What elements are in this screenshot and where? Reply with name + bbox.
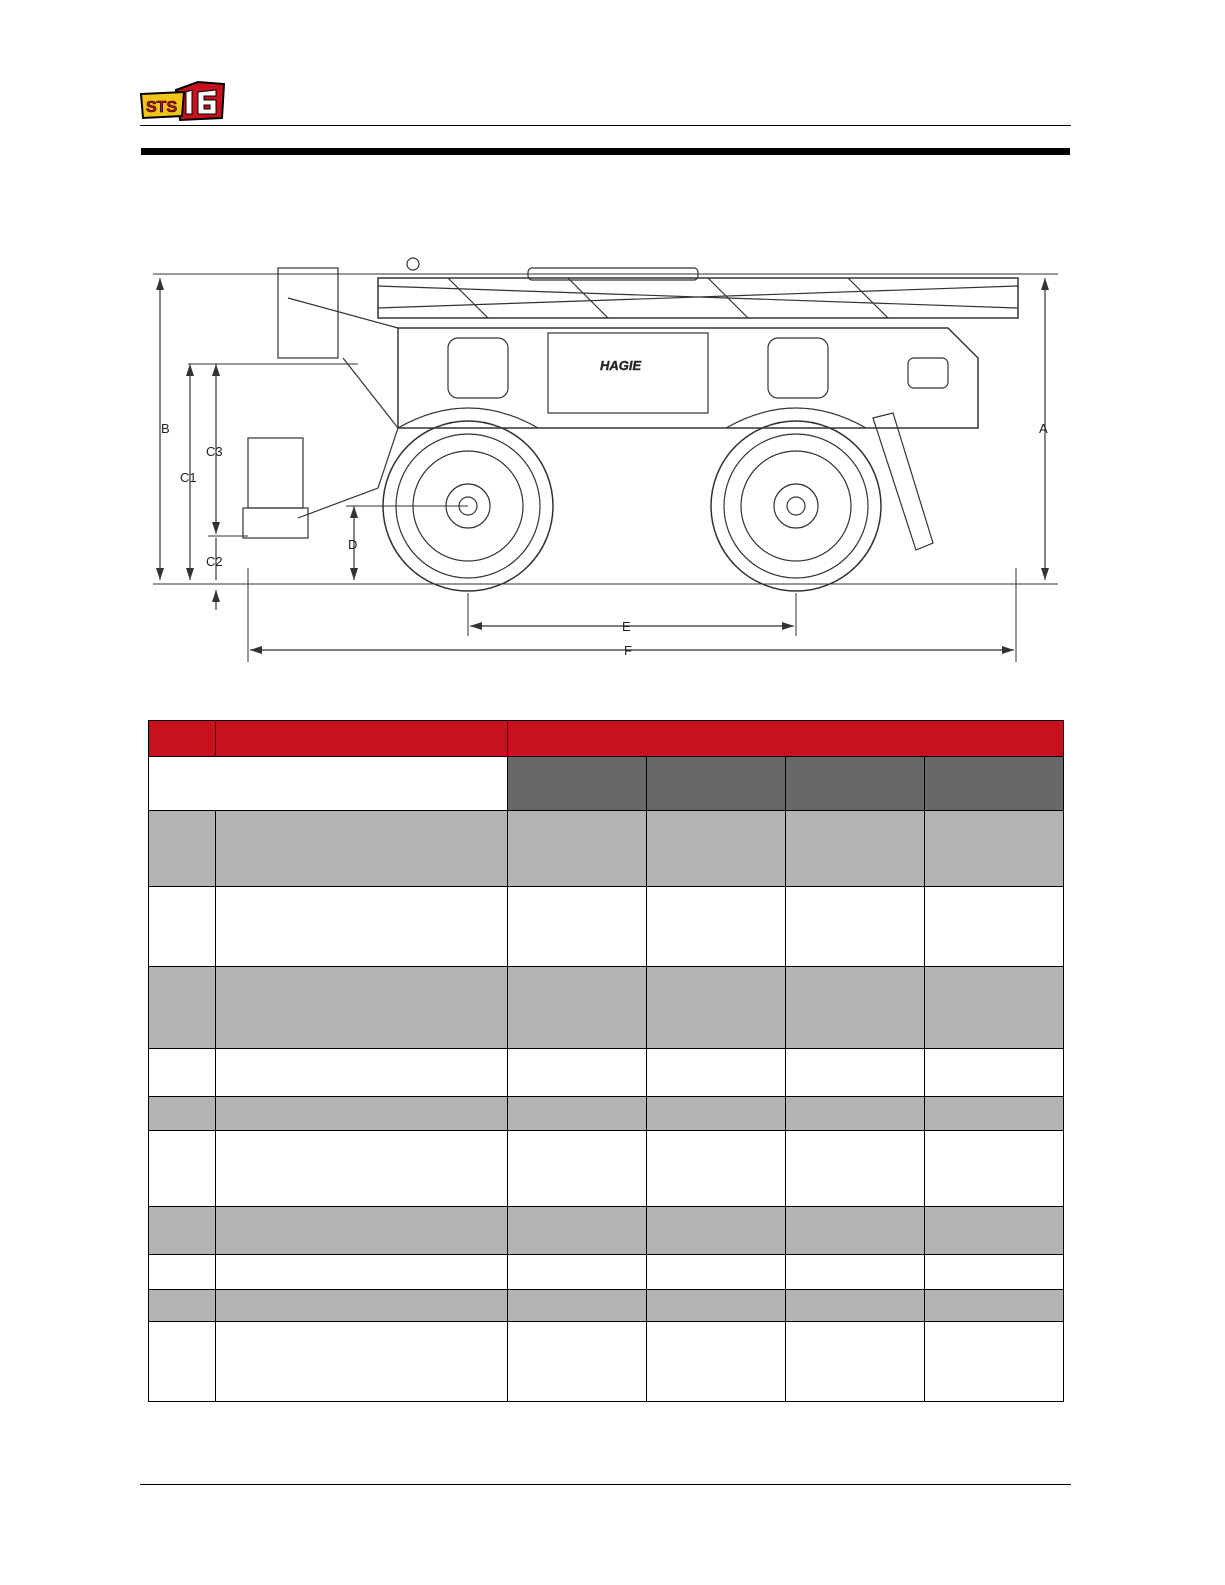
- row-code-cell: [149, 1255, 216, 1290]
- model-column-2: [647, 757, 786, 811]
- row-value-cell: [508, 1131, 647, 1207]
- dim-label-c1: C1: [180, 470, 197, 485]
- row-value-cell: [508, 1255, 647, 1290]
- row-value-cell: [786, 811, 925, 887]
- row-value-cell: [647, 1049, 786, 1097]
- row-description-cell: [216, 887, 508, 967]
- dim-label-c3: C3: [206, 444, 223, 459]
- dim-label-e: E: [622, 619, 631, 634]
- table-row: [149, 1097, 1064, 1131]
- svg-text:STS: STS: [146, 99, 178, 116]
- row-value-cell: [925, 887, 1064, 967]
- row-value-cell: [786, 1049, 925, 1097]
- row-code-cell: [149, 811, 216, 887]
- table-row: [149, 1290, 1064, 1322]
- row-value-cell: [925, 1255, 1064, 1290]
- table-row: [149, 1322, 1064, 1402]
- row-value-cell: [925, 811, 1064, 887]
- dim-label-f: F: [624, 643, 632, 658]
- table-row: [149, 1131, 1064, 1207]
- row-value-cell: [786, 1255, 925, 1290]
- header-cell-description: [216, 721, 508, 757]
- row-value-cell: [508, 1049, 647, 1097]
- row-value-cell: [508, 811, 647, 887]
- dim-label-c2: C2: [206, 554, 223, 569]
- row-value-cell: [925, 1322, 1064, 1402]
- footer-rule: [140, 1484, 1071, 1485]
- row-value-cell: [786, 967, 925, 1049]
- row-value-cell: [786, 887, 925, 967]
- table-row: [149, 887, 1064, 967]
- table-header-row: [149, 721, 1064, 757]
- model-column-4: [925, 757, 1064, 811]
- row-code-cell: [149, 967, 216, 1049]
- hagie-brand-mark: HAGIE: [600, 358, 642, 373]
- row-code-cell: [149, 887, 216, 967]
- row-value-cell: [647, 1255, 786, 1290]
- row-value-cell: [925, 1290, 1064, 1322]
- row-value-cell: [647, 1322, 786, 1402]
- table-row: [149, 967, 1064, 1049]
- row-description-cell: [216, 1131, 508, 1207]
- row-value-cell: [647, 887, 786, 967]
- row-description-cell: [216, 967, 508, 1049]
- table-row: [149, 1049, 1064, 1097]
- row-value-cell: [508, 1097, 647, 1131]
- row-value-cell: [508, 1290, 647, 1322]
- row-value-cell: [786, 1131, 925, 1207]
- row-code-cell: [149, 1097, 216, 1131]
- row-value-cell: [925, 1097, 1064, 1131]
- table-row: [149, 811, 1064, 887]
- table-subheader-row: [149, 757, 1064, 811]
- dim-label-a: A: [1039, 421, 1048, 436]
- row-description-cell: [216, 1097, 508, 1131]
- row-code-cell: [149, 1131, 216, 1207]
- row-value-cell: [786, 1097, 925, 1131]
- row-value-cell: [786, 1290, 925, 1322]
- row-value-cell: [647, 1097, 786, 1131]
- model-column-1: [508, 757, 647, 811]
- row-code-cell: [149, 1207, 216, 1255]
- subheader-blank-cell: [149, 757, 508, 811]
- row-description-cell: [216, 811, 508, 887]
- sts16-logo: [140, 78, 226, 122]
- row-value-cell: [508, 1322, 647, 1402]
- row-value-cell: [508, 1207, 647, 1255]
- row-code-cell: [149, 1322, 216, 1402]
- row-value-cell: [647, 1131, 786, 1207]
- header-cell-models: [508, 721, 1064, 757]
- row-value-cell: [647, 967, 786, 1049]
- header-bar: [141, 148, 1070, 155]
- row-value-cell: [925, 1131, 1064, 1207]
- row-value-cell: [786, 1322, 925, 1402]
- header-cell-code: [149, 721, 216, 757]
- model-column-3: [786, 757, 925, 811]
- row-description-cell: [216, 1049, 508, 1097]
- row-value-cell: [647, 1207, 786, 1255]
- row-description-cell: [216, 1290, 508, 1322]
- row-value-cell: [925, 1207, 1064, 1255]
- row-description-cell: [216, 1207, 508, 1255]
- row-value-cell: [925, 967, 1064, 1049]
- row-value-cell: [925, 1049, 1064, 1097]
- row-value-cell: [786, 1207, 925, 1255]
- dim-label-b: B: [161, 421, 170, 436]
- table-row: [149, 1207, 1064, 1255]
- row-code-cell: [149, 1049, 216, 1097]
- row-value-cell: [508, 967, 647, 1049]
- table-row: [149, 1255, 1064, 1290]
- row-code-cell: [149, 1290, 216, 1322]
- row-description-cell: [216, 1322, 508, 1402]
- header-rule: [140, 125, 1071, 126]
- row-value-cell: [647, 1290, 786, 1322]
- machine-dimension-drawing: [148, 238, 1063, 668]
- row-value-cell: [647, 811, 786, 887]
- row-value-cell: [508, 887, 647, 967]
- row-description-cell: [216, 1255, 508, 1290]
- dim-label-d: D: [348, 537, 358, 552]
- dimension-specs-table: [148, 720, 1064, 1402]
